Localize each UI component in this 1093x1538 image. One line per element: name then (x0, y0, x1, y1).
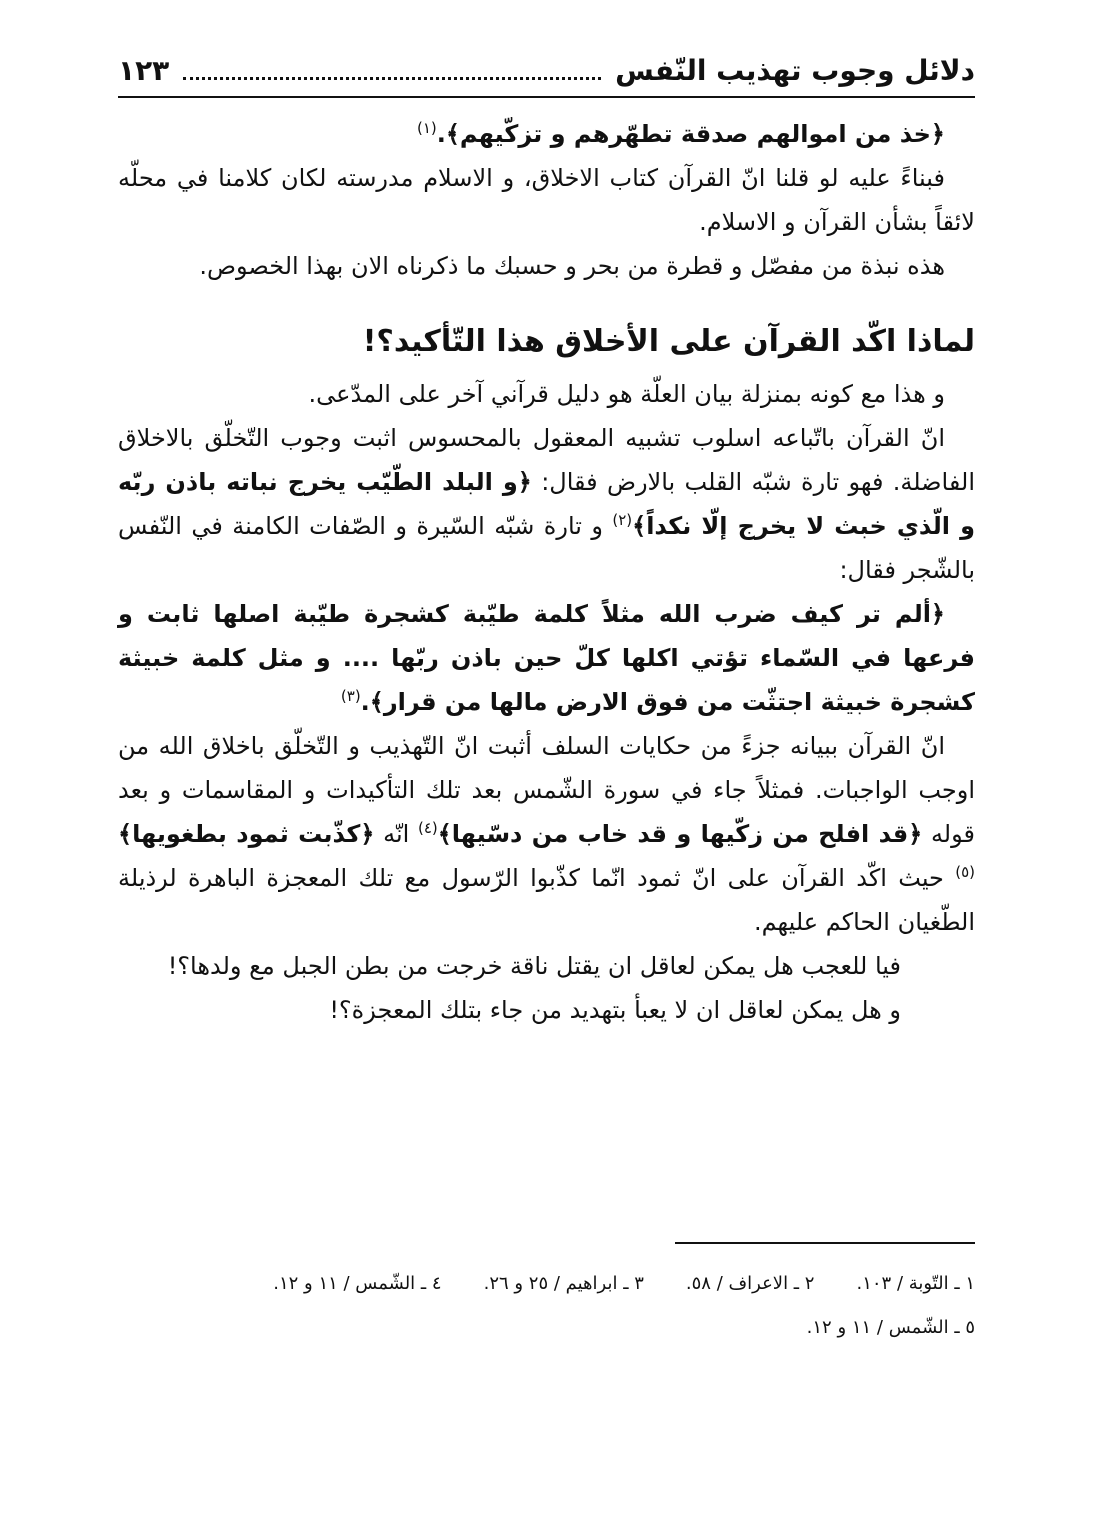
footnote-3: ٣ ـ ابراهيم / ٢٥ و ٢٦. (483, 1273, 644, 1294)
footnote-2: ٢ ـ الاعراف / ٥٨. (685, 1273, 815, 1294)
paragraph-text: انّ القرآن باتّباعه اسلوب تشبيه المعقول بالمحسوس اثبت وجوب التّخلّق بالاخلاق الفاضلة. فهو تارة شبّه القلب بالارض فقال: (118, 424, 975, 496)
paragraph-quran-verse-1 (118, 112, 975, 156)
header-leader-dots (183, 77, 601, 80)
section-heading: لماذا اكّد القرآن على الأخلاق هذا التّأكيد؟! (362, 324, 975, 359)
header-title: دلائل وجوب تهذيب النّفس (615, 53, 975, 87)
paragraph: هذه نبذة من مفصّل و قطرة من بحر و حسبك ما ذكرناه الان بهذا الخصوص. (199, 252, 945, 280)
paragraph: و هذا مع كونه بمنزلة بيان العلّة هو دليل قرآني آخر على المدّعى. (308, 380, 945, 408)
paragraph-text: و تارة شبّه السّيرة و الصّفات الكامنة في النّفس بالشّجر فقال: (118, 512, 975, 584)
main-text (118, 112, 975, 1032)
page-number: ١٢٣ (118, 53, 170, 87)
footnote-5: ٥ ـ الشّمس / ١١ و ١٢. (806, 1317, 975, 1338)
paragraph (118, 724, 975, 944)
footnote-1: ١ ـ التّوبة / ١٠٣. (856, 1273, 975, 1294)
footnote-row (118, 1306, 975, 1350)
quran-quote: ﴿قد افلح من زكّيها و قد خاب من دسّيها﴾ (437, 820, 923, 848)
paragraph (118, 416, 975, 592)
paragraph-quran-verse-3 (118, 592, 975, 724)
running-header (118, 44, 975, 98)
paragraph-text: انّ القرآن ببيانه جزءً من حكايات السلف أثبت انّ التّهذيب و التّخلّق باخلاق الله من اوجب الواجبات. فمثلاً جاء في سورة الشّمس بعد تلك التأكيدات و المقاسمات و بعد قوله (118, 732, 975, 848)
paragraph: و هل يمكن لعاقل ان لا يعبأ بتهديد من جاء بتلك المعجزة؟! (329, 996, 901, 1024)
footnote-4: ٤ ـ الشّمس / ١١ و ١٢. (273, 1273, 442, 1294)
paragraph-text: حيث اكّد القرآن على انّ ثمود انّما كذّبوا الرّسول مع تلك المعجزة الباهرة لرذيلة الطّغيان الحاكم عليهم. (118, 864, 975, 936)
footnote-divider (675, 1242, 975, 1244)
footnotes (118, 1262, 975, 1350)
footnote-ref: (٥) (955, 863, 975, 881)
footnote-ref: (٣) (340, 687, 361, 705)
footnote-ref: (١) (416, 119, 437, 137)
paragraph-text: انّه (374, 820, 418, 848)
footnote-ref: (٤) (417, 819, 438, 837)
footnote-row (118, 1262, 975, 1306)
quran-quote: ﴿كذّبت ثمود بطغويها﴾ (118, 820, 375, 848)
quran-quote: ﴿ألم تر كيف ضرب الله مثلاً كلمة طيّبة كشجرة طيّبة اصلها ثابت و فرعها في السّماء تؤتي اكلها كلّ حين باذن ربّها .... و مثل كلمة خبيثة كشجرة خبيثة اجتثّت من فوق الارض مالها من قرار﴾. (118, 600, 975, 716)
paragraph: فبناءً عليه لو قلنا انّ القرآن كتاب الاخلاق، و الاسلام مدرسته لكان كلامنا في محلّه لائقاً بشأن القرآن و الاسلام. (118, 164, 975, 236)
paragraph: فيا للعجب هل يمكن لعاقل ان يقتل ناقة خرجت من بطن الجبل مع ولدها؟! (167, 952, 901, 980)
footnote-ref: (٢) (612, 511, 633, 529)
quran-quote: ﴿و البلد الطّيّب يخرج نباته باذن ربّه و الّذي خبث لا يخرج إلّا نكداً﴾ (118, 468, 975, 540)
quran-quote: ﴿خذ من اموالهم صدقة تطهّرهم و تزكّيهم﴾. (436, 120, 945, 148)
